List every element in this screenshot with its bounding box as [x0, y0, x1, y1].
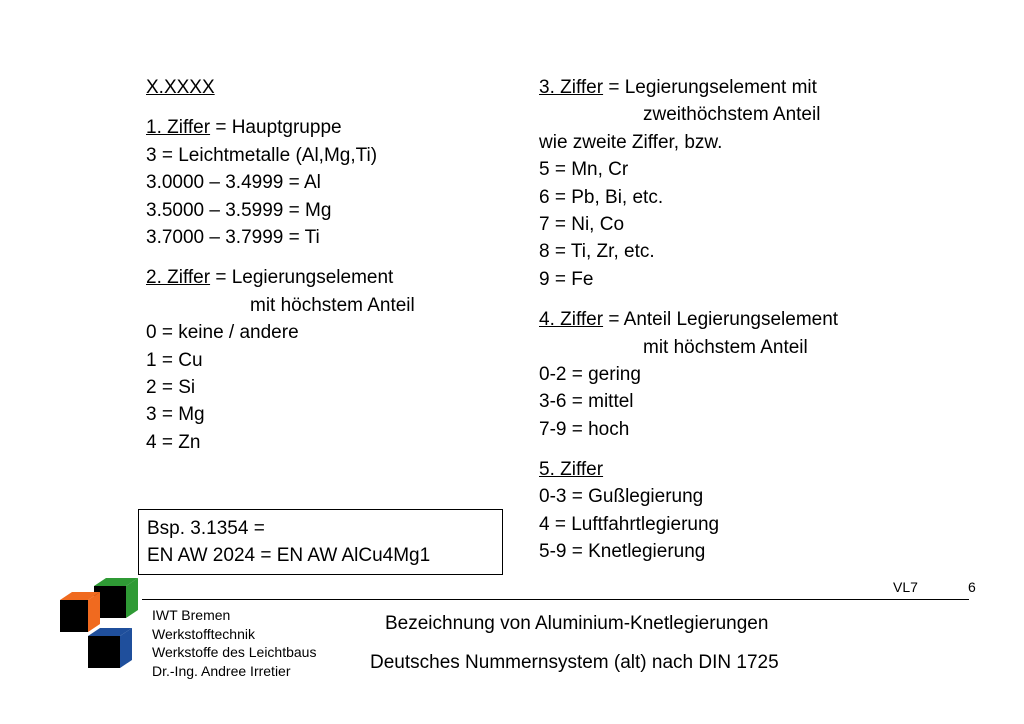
- ziffer4-line: 0-2 = gering: [539, 363, 641, 385]
- left-column: [146, 74, 526, 456]
- ziffer3-label: 3. Ziffer: [539, 77, 604, 98]
- ziffer2-line: 4 = Zn: [146, 431, 201, 453]
- ziffer4-cont: mit höchstem Anteil: [643, 336, 808, 358]
- iwt-logo: [56, 576, 142, 672]
- ziffer2-text: = Legierungselement: [210, 267, 394, 289]
- ziffer5-line: 0-3 = Gußlegierung: [539, 486, 704, 508]
- institute-line: IWT Bremen: [152, 607, 231, 623]
- ziffer3-line: wie zweite Ziffer, bzw.: [539, 131, 723, 153]
- slide-subtitle: Deutsches Nummernsystem (alt) nach DIN 1725: [370, 652, 779, 673]
- footer-divider: [142, 599, 969, 600]
- example-line-2: EN AW 2024 = EN AW AlCu4Mg1: [147, 545, 431, 567]
- ziffer1-text: = Hauptgruppe: [210, 117, 342, 139]
- ziffer3-text: = Legierungselement mit: [603, 77, 817, 98]
- ziffer2-line: 0 = keine / andere: [146, 322, 299, 344]
- lecture-number: VL7: [893, 579, 918, 595]
- slide-title: Bezeichnung von Aluminium-Knetlegierungen: [385, 613, 769, 634]
- ziffer4-line: 7-9 = hoch: [539, 418, 630, 440]
- ziffer2-label: 2. Ziffer: [146, 267, 211, 289]
- right-column: [539, 74, 979, 566]
- institute-line: Werkstofftechnik: [152, 625, 255, 642]
- ziffer5-line: 5-9 = Knetlegierung: [539, 541, 706, 563]
- ziffer1-line: 3 = Leichtmetalle (Al,Mg,Ti): [146, 144, 378, 166]
- ziffer3-line: 5 = Mn, Cr: [539, 159, 629, 181]
- format-heading: X.XXXX: [146, 77, 215, 98]
- ziffer4-text: = Anteil Legierungselement: [603, 309, 839, 331]
- example-line-1: Bsp. 3.1354 =: [147, 518, 265, 539]
- ziffer2-line: 2 = Si: [146, 376, 196, 398]
- ziffer1-line: 3.0000 – 3.4999 = Al: [146, 172, 321, 194]
- ziffer4-line: 3-6 = mittel: [539, 391, 634, 413]
- ziffer1-label: 1. Ziffer: [146, 117, 211, 139]
- ziffer1-line: 3.7000 – 3.7999 = Ti: [146, 226, 320, 248]
- logo-orange-cube-front: [60, 600, 88, 632]
- ziffer3-line: 6 = Pb, Bi, etc.: [539, 186, 664, 208]
- page-number: 6: [968, 579, 976, 595]
- ziffer3-line: 7 = Ni, Co: [539, 213, 625, 235]
- ziffer2-cont: mit höchstem Anteil: [250, 294, 415, 316]
- institute-block: [152, 606, 316, 680]
- ziffer2-line: 3 = Mg: [146, 404, 205, 426]
- logo-blue-cube-front: [88, 636, 120, 668]
- ziffer3-line: 9 = Fe: [539, 268, 594, 290]
- ziffer3-cont: zweithöchstem Anteil: [643, 104, 821, 126]
- ziffer2-heading: [146, 264, 526, 291]
- ziffer3-heading: [539, 74, 979, 101]
- ziffer1-line: 3.5000 – 3.5999 = Mg: [146, 199, 332, 221]
- ziffer1-heading: [146, 114, 526, 141]
- ziffer4-label: 4. Ziffer: [539, 309, 604, 331]
- ziffer2-line: 1 = Cu: [146, 349, 203, 371]
- ziffer5-line: 4 = Luftfahrtlegierung: [539, 513, 720, 535]
- example-box: [138, 509, 503, 575]
- ziffer3-line: 8 = Ti, Zr, etc.: [539, 241, 655, 263]
- ziffer4-heading: [539, 306, 979, 333]
- institute-line: Dr.-Ing. Andree Irretier: [152, 662, 291, 679]
- institute-line: Werkstoffe des Leichtbaus: [152, 644, 317, 660]
- ziffer5-label: 5. Ziffer: [539, 459, 604, 481]
